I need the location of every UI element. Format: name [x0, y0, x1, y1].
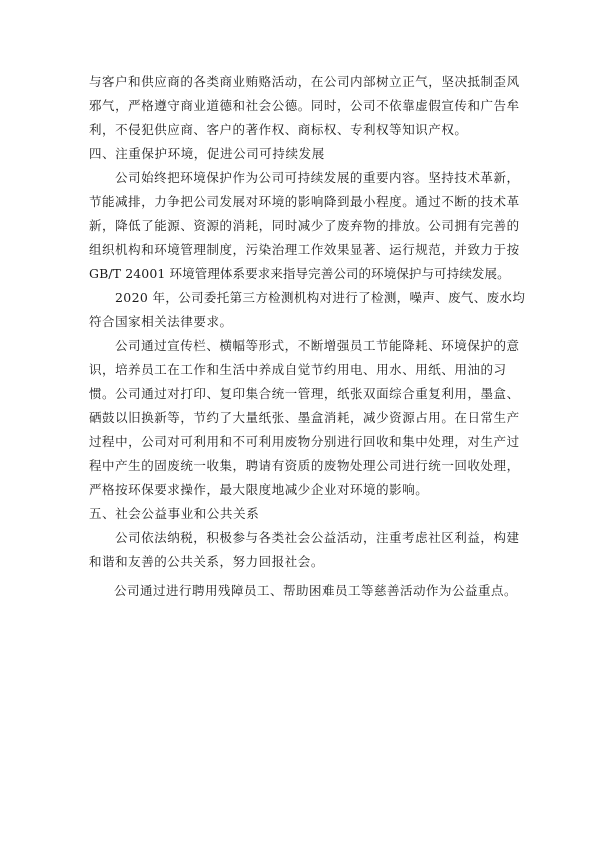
paragraph-line: 公司通过进行聘用残障员工、帮助困难员工等慈善活动作为公益重点。: [114, 583, 518, 598]
paragraph-line: 公司通过宣传栏、横幅等形式，不断增强员工节能降耗、环境保护的意: [115, 338, 520, 353]
paragraph-line: 惯。公司通过对打印、复印集合统一管理，纸张双面综合重复利用，墨盒、: [89, 386, 520, 401]
paragraph-line: 公司依法纳税，积极参与各类社会公益活动，注重考虑社区利益，构建: [115, 530, 520, 545]
paragraph-line: 过程中，公司对可利用和不可利用废物分别进行回收和集中处理，对生产过: [89, 434, 520, 449]
paragraph-line: 节能减排，力争把公司发展对环境的影响降到最小程度。通过不断的技术革: [89, 194, 520, 209]
paragraph-line: 利，不侵犯供应商、客户的著作权、商标权、专利权等知识产权。: [89, 122, 468, 137]
paragraph-line: 和谐和友善的公共关系，努力回报社会。: [89, 554, 324, 569]
paragraph-line: 与客户和供应商的各类商业贿赂活动，在公司内部树立正气，坚决抵制歪风: [89, 74, 520, 89]
paragraph-line: 硒鼓以旧换新等，节约了大量纸张、墨盒消耗，减少资源占用。在日常生产: [89, 410, 520, 425]
paragraph-line: 组织机构和环境管理制度，污染治理工作效果显著、运行规范，并致力于按: [89, 242, 520, 257]
paragraph-line: 新，降低了能源、资源的消耗，同时减少了废弃物的排放。公司拥有完善的: [89, 218, 520, 233]
paragraph-line: 严格按环保要求操作，最大限度地减少企业对环境的影响。: [89, 482, 429, 497]
paragraph-line: 程中产生的固废统一收集，聘请有资质的废物处理公司进行统一回收处理，: [89, 458, 520, 473]
paragraph-line: 2020 年，公司委托第三方检测机构对进行了检测，噪声、废气、废水均: [115, 290, 526, 305]
paragraph-line: 公司始终把环境保护作为公司可持续发展的重要内容。坚持技术革新，: [115, 170, 520, 185]
paragraph-line: 邪气，严格遵守商业道德和社会公德。同时，公司不依靠虚假宣传和广告牟: [89, 98, 520, 113]
paragraph-line: 识，培养员工在工作和生活中养成自觉节约用电、用水、用纸、用油的习: [89, 362, 507, 377]
paragraph-line: GB/T 24001 环境管理体系要求来指导完善公司的环境保护与可持续发展。: [89, 266, 510, 281]
paragraph-line: 符合国家相关法律要求。: [89, 314, 233, 329]
section-heading-environment: 四、注重保护环境，促进公司可持续发展: [89, 146, 325, 161]
section-heading-public-welfare: 五、社会公益事业和公共关系: [89, 506, 260, 521]
